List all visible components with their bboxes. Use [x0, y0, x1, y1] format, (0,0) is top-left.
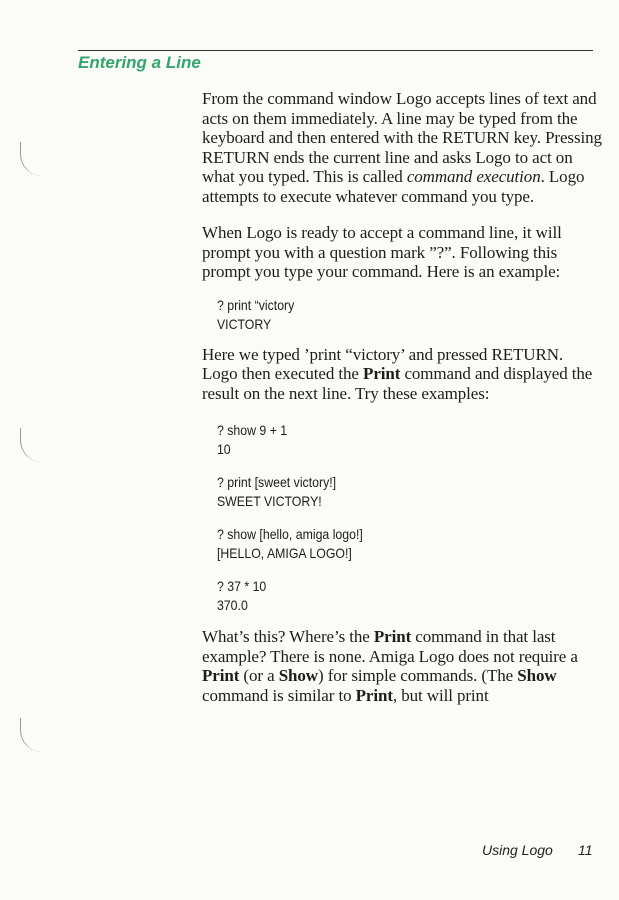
section-heading: Entering a Line	[78, 53, 201, 72]
paragraph	[202, 223, 602, 282]
text-run: What’s this? Where’s the	[202, 627, 374, 646]
text-run: . Logo attempts to execute whatever command you type.	[202, 167, 585, 206]
code-line: ? show 9 + 1	[216, 422, 288, 438]
body-text	[202, 89, 602, 705]
footer-section-name: Using Logo	[482, 842, 553, 858]
code-line: 370.0	[216, 597, 248, 613]
italic-term: command execution	[406, 167, 541, 186]
text-run: When Logo is ready to accept a command line, it will prompt you with a question mark ”?”. Following this prompt you type your command. Here is an example:	[202, 223, 562, 281]
code-line: ? 37 * 10	[216, 578, 267, 594]
code-example	[202, 525, 554, 563]
punch-hole-mark	[20, 142, 45, 176]
code-example	[202, 473, 554, 511]
text-run: , but will print	[392, 685, 489, 705]
code-example	[202, 577, 554, 615]
paragraph	[202, 627, 602, 705]
punch-hole-mark	[20, 718, 45, 752]
bold-term: Print	[202, 666, 240, 685]
punch-hole-mark	[20, 428, 45, 462]
page-number: 11	[578, 842, 593, 858]
text-run: command is similar to	[202, 685, 356, 705]
bold-term: Print	[355, 685, 393, 705]
code-line: ? print [sweet victory!]	[216, 474, 337, 490]
bold-term: Print	[373, 627, 412, 646]
bold-term: Print	[363, 364, 401, 383]
text-run: command in that last example? There is none. Amiga Logo does not require a	[202, 627, 578, 666]
code-line: VICTORY	[216, 315, 272, 332]
bold-term: Show	[517, 666, 557, 685]
paragraph	[202, 89, 602, 206]
code-line: SWEET VICTORY!	[216, 493, 322, 509]
text-run: ) for simple commands. (The	[318, 666, 518, 685]
code-example	[202, 296, 554, 334]
bold-term: Show	[278, 666, 318, 685]
code-line: [HELLO, AMIGA LOGO!]	[216, 545, 352, 561]
paragraph	[202, 345, 602, 404]
text-run: command and displayed the result on the next line. Try these examples:	[202, 364, 593, 403]
code-line: 10	[216, 441, 231, 457]
code-line: ? show [hello, amiga logo!]	[216, 526, 363, 542]
text-run: Here we typed ’print “victory’ and pressed RETURN. Logo then executed the	[202, 344, 564, 383]
code-example	[202, 421, 554, 459]
code-line: ? print “victory	[216, 296, 295, 313]
text-run: From the command window Logo accepts lines of text and acts on them immediately. A line may be typed from the keyboard and then entered with the RETURN key. Pressing RETURN ends the current line and asks Logo to act on what you typed. This is called	[202, 89, 602, 186]
text-run: (or a	[239, 666, 279, 685]
header-rule	[78, 50, 593, 51]
